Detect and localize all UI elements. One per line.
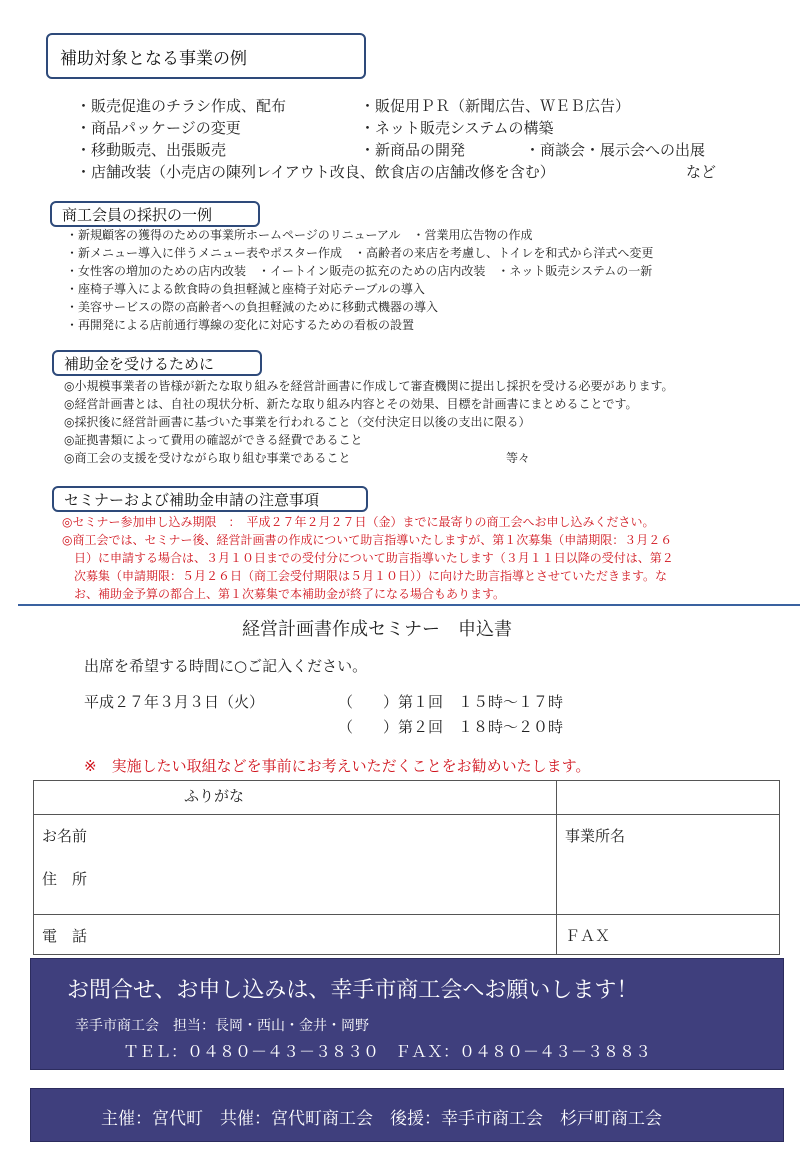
- form-note: ※ 実施したい取組などを事前にお考えいただくことをお勧めいたします。: [84, 757, 591, 775]
- contact-tel-fax: ＴＥＬ：０４８０－４３－３８３０ ＦＡＸ：０４８０－４３－３８８３: [123, 1042, 652, 1061]
- list-item: ・新メニュー導入に伴うメニュー表やポスター作成 ・高齢者の来店を考慮し、トイレを和式から洋式へ変更: [66, 246, 654, 260]
- form-title: 経営計画書作成セミナー 申込書: [242, 619, 512, 640]
- section-title-adoption-examples: [50, 201, 260, 227]
- list-item: ・再開発による店前通行導線の変化に対応するための看板の設置: [66, 318, 415, 332]
- address-label: 住 所: [42, 870, 88, 888]
- application-form-table: [33, 780, 780, 955]
- list-item: ・商談会・展示会への出展: [525, 141, 706, 159]
- section-title-text: 補助対象となる事業の例: [60, 48, 247, 69]
- office-name-cell[interactable]: [557, 815, 780, 915]
- list-item: ・女性客の増加のための店内改装 ・イートイン販売の拡充のための店内改装 ・ネット販売システムの一新: [66, 264, 653, 278]
- contact-staff: 幸手市商工会 担当：長岡・西山・金井・岡野: [75, 1018, 369, 1034]
- phone-cell[interactable]: [34, 915, 557, 955]
- section-title-eligible-projects: [46, 33, 366, 79]
- name-label: お名前: [42, 827, 88, 845]
- form-instruction: 出席を希望する時間に○ご記入ください。: [84, 657, 368, 675]
- requirement-item: ◎採択後に経営計画書に基づいた事業を行われること（交付決定日以後の支出に限る）: [64, 415, 531, 429]
- organizer-banner: [30, 1088, 784, 1142]
- organizer-text: 主催：宮代町 共催：宮代町商工会 後援：幸手市商工会 杉戸町商工会: [101, 1109, 662, 1129]
- requirement-item: ◎経営計画書とは、自社の現状分析、新たな取り組み内容とその効果、目標を計画書にまとめることです。: [64, 397, 638, 411]
- section-title-notes: [52, 486, 368, 512]
- list-item: ・移動販売、出張販売: [76, 141, 227, 159]
- section-title-text: 商工会員の採択の一例: [62, 205, 213, 224]
- furigana-label: ふりがな: [184, 787, 245, 805]
- notice-line: 日）に申請する場合は、３月１０日までの受付分について助言指導いたします（３月１１日以降の受付は、第２: [62, 551, 674, 565]
- list-item: ・店舗改装（小売店の陳列レイアウト改良、飲食店の店舗改修を含む）: [76, 163, 555, 181]
- contact-banner: [30, 958, 784, 1070]
- section-title-text: 補助金を受けるために: [64, 354, 215, 373]
- requirement-item: ◎商工会の支援を受けながら取り組む事業であること: [64, 451, 351, 465]
- list-item: ・商品パッケージの変更: [76, 119, 241, 137]
- section-title-text: セミナーおよび補助金申請の注意事項: [64, 490, 320, 509]
- fax-label: ＦＡＸ: [565, 927, 611, 945]
- requirement-suffix: 等々: [506, 451, 531, 465]
- section-divider: [18, 604, 800, 606]
- requirement-item: ◎小規模事業者の皆様が新たな取り組みを経営計画書に作成して審査機関に提出し採択を受ける必要があります。: [64, 379, 674, 393]
- list-item: ・販促用ＰＲ（新聞広告、ＷＥＢ広告）: [360, 97, 631, 115]
- furigana-office-cell[interactable]: [557, 781, 780, 815]
- seminar-date: 平成２７年３月３日（火）: [84, 693, 265, 711]
- session-option-1[interactable]: （ ）第１回 １５時～１７時: [338, 693, 564, 711]
- session-option-2[interactable]: （ ）第２回 １８時～２０時: [338, 718, 564, 736]
- section-title-subsidy-requirements: [52, 350, 262, 376]
- requirement-item: ◎証拠書類によって費用の確認ができる経費であること: [64, 433, 363, 447]
- list-item: ・販売促進のチラシ作成、配布: [76, 97, 287, 115]
- notice-line: ◎商工会では、セミナー後、経営計画書の作成について助言指導いたしますが、第１次募集（申請期限：３月２６: [62, 533, 673, 547]
- office-name-label: 事業所名: [565, 827, 626, 845]
- list-item: ・美容サービスの際の高齢者への負担軽減のために移動式機器の導入: [66, 300, 439, 314]
- notice-line: 次募集（申請期限：５月２６日（商工会受付期限は５月１０日））に向けた助言指導とさせていただきます。な: [62, 569, 668, 583]
- list-item: ・新商品の開発: [360, 141, 466, 159]
- list-item: ・ネット販売システムの構築: [360, 119, 554, 137]
- notice-line: お、補助金予算の都合上、第１次募集で本補助金が終了になる場合もあります。: [62, 587, 506, 601]
- name-address-cell[interactable]: [34, 815, 557, 915]
- list-item: ・座椅子導入による飲食時の負担軽減と座椅子対応テーブルの導入: [66, 282, 425, 296]
- phone-label: 電 話: [42, 927, 88, 945]
- list-suffix: など: [686, 163, 717, 181]
- contact-headline: お問合せ、お申し込みは、幸手市商工会へお願いします！: [67, 978, 639, 1003]
- furigana-cell[interactable]: [34, 781, 557, 815]
- notice-line: ◎セミナー参加申し込み期限 ： 平成２７年２月２７日（金）までに最寄りの商工会へお申し込みください。: [62, 515, 655, 529]
- fax-cell[interactable]: [557, 915, 780, 955]
- list-item: ・新規顧客の獲得のための事業所ホームページのリニューアル ・営業用広告物の作成: [66, 228, 533, 242]
